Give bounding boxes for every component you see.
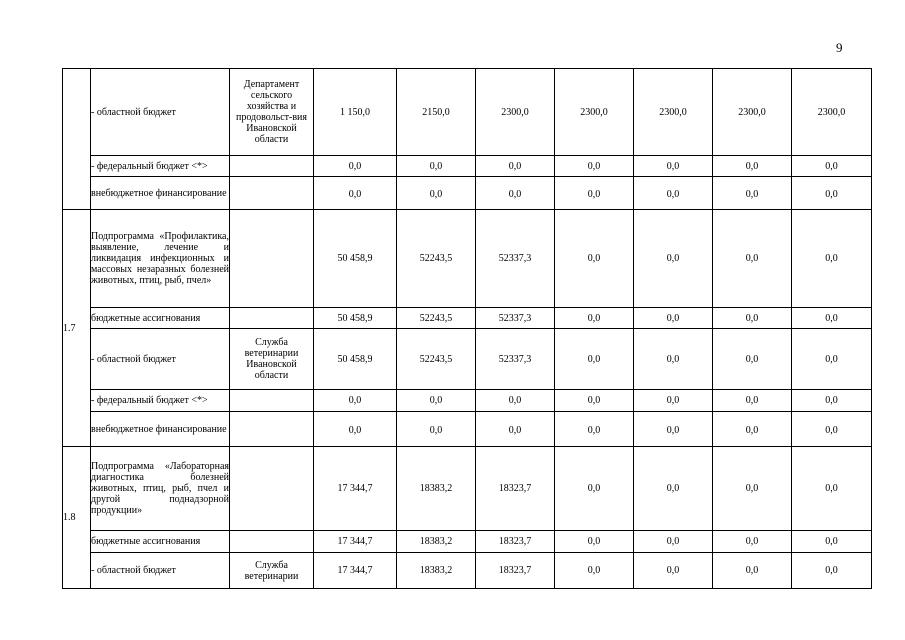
row-executor (230, 447, 314, 531)
value-cell: 0,0 (397, 156, 476, 177)
row-name: Подпрограмма «Профилактика, выявление, лечение и ликвидация инфекционных и массовых незаразных болезней животных, птиц, рыб, пчел» (91, 210, 230, 308)
table-row (63, 531, 872, 553)
value-cell: 0,0 (713, 531, 792, 553)
value-cell: 0,0 (792, 390, 872, 412)
value-cell: 50 458,9 (314, 308, 397, 329)
table-row (63, 308, 872, 329)
value-cell: 0,0 (792, 308, 872, 329)
value-cell: 2300,0 (634, 69, 713, 156)
row-executor: Служба ветеринарии (230, 553, 314, 589)
row-executor (230, 177, 314, 210)
value-cell: 2300,0 (476, 69, 555, 156)
row-name: - областной бюджет (91, 69, 230, 156)
value-cell: 0,0 (314, 156, 397, 177)
row-executor (230, 156, 314, 177)
value-cell: 0,0 (555, 308, 634, 329)
value-cell: 2300,0 (555, 69, 634, 156)
value-cell: 18323,7 (476, 447, 555, 531)
value-cell: 0,0 (314, 177, 397, 210)
value-cell: 2150,0 (397, 69, 476, 156)
value-cell: 0,0 (555, 390, 634, 412)
table-row (63, 412, 872, 447)
table-row (63, 69, 872, 156)
value-cell: 0,0 (555, 210, 634, 308)
value-cell: 0,0 (634, 156, 713, 177)
value-cell: 50 458,9 (314, 329, 397, 390)
value-cell: 0,0 (555, 329, 634, 390)
row-name: внебюджетное финансирование (91, 177, 230, 210)
value-cell: 0,0 (634, 308, 713, 329)
value-cell: 0,0 (792, 329, 872, 390)
value-cell: 50 458,9 (314, 210, 397, 308)
value-cell: 0,0 (792, 412, 872, 447)
value-cell: 18323,7 (476, 531, 555, 553)
page-number: 9 (836, 40, 843, 55)
table-row (63, 156, 872, 177)
value-cell: 0,0 (634, 447, 713, 531)
value-cell: 2300,0 (713, 69, 792, 156)
row-name: бюджетные ассигнования (91, 308, 230, 329)
value-cell: 0,0 (314, 412, 397, 447)
value-cell: 0,0 (713, 308, 792, 329)
value-cell: 0,0 (634, 329, 713, 390)
value-cell: 0,0 (713, 553, 792, 589)
table-row (63, 447, 872, 531)
value-cell: 0,0 (555, 447, 634, 531)
value-cell: 0,0 (713, 177, 792, 210)
value-cell: 0,0 (314, 390, 397, 412)
value-cell: 0,0 (555, 156, 634, 177)
value-cell: 0,0 (792, 553, 872, 589)
row-executor: Служба ветеринарии Ивановской области (230, 329, 314, 390)
value-cell: 18383,2 (397, 447, 476, 531)
value-cell: 0,0 (713, 390, 792, 412)
value-cell: 0,0 (555, 553, 634, 589)
value-cell: 0,0 (555, 531, 634, 553)
value-cell: 0,0 (555, 177, 634, 210)
value-cell: 0,0 (713, 329, 792, 390)
row-executor (230, 412, 314, 447)
table-row (63, 553, 872, 589)
value-cell: 0,0 (476, 156, 555, 177)
value-cell: 0,0 (634, 553, 713, 589)
value-cell: 52337,3 (476, 329, 555, 390)
table-row (63, 390, 872, 412)
value-cell: 0,0 (634, 390, 713, 412)
value-cell: 52243,5 (397, 308, 476, 329)
row-executor (230, 531, 314, 553)
value-cell: 18383,2 (397, 531, 476, 553)
row-executor: Департамент сельского хозяйства и продовольст-вия Ивановской области (230, 69, 314, 156)
row-name: - федеральный бюджет <*> (91, 390, 230, 412)
value-cell: 0,0 (555, 412, 634, 447)
value-cell: 0,0 (713, 447, 792, 531)
value-cell: 2300,0 (792, 69, 872, 156)
value-cell: 17 344,7 (314, 447, 397, 531)
value-cell: 0,0 (634, 177, 713, 210)
value-cell: 0,0 (476, 412, 555, 447)
value-cell: 0,0 (634, 531, 713, 553)
value-cell: 0,0 (713, 412, 792, 447)
row-code (63, 69, 91, 210)
row-name: - областной бюджет (91, 329, 230, 390)
row-name: бюджетные ассигнования (91, 531, 230, 553)
value-cell: 0,0 (792, 210, 872, 308)
value-cell: 0,0 (792, 531, 872, 553)
value-cell: 52337,3 (476, 210, 555, 308)
value-cell: 0,0 (713, 156, 792, 177)
value-cell: 52243,5 (397, 210, 476, 308)
value-cell: 0,0 (713, 210, 792, 308)
value-cell: 17 344,7 (314, 531, 397, 553)
row-executor (230, 390, 314, 412)
row-name: - областной бюджет (91, 553, 230, 589)
row-name: Подпрограмма «Лабораторная диагностика болезней животных, птиц, рыб, пчел и другой поднадзорной продукции» (91, 447, 230, 531)
value-cell: 0,0 (397, 390, 476, 412)
value-cell: 0,0 (792, 447, 872, 531)
value-cell: 0,0 (792, 177, 872, 210)
row-executor (230, 210, 314, 308)
table-row (63, 329, 872, 390)
value-cell: 17 344,7 (314, 553, 397, 589)
row-executor (230, 308, 314, 329)
value-cell: 0,0 (476, 177, 555, 210)
table-row (63, 177, 872, 210)
row-name: внебюджетное финансирование (91, 412, 230, 447)
row-name: - федеральный бюджет <*> (91, 156, 230, 177)
value-cell: 1 150,0 (314, 69, 397, 156)
row-code: 1.8 (63, 447, 91, 589)
value-cell: 0,0 (634, 412, 713, 447)
value-cell: 52337,3 (476, 308, 555, 329)
value-cell: 0,0 (476, 390, 555, 412)
value-cell: 18323,7 (476, 553, 555, 589)
value-cell: 0,0 (397, 177, 476, 210)
value-cell: 0,0 (397, 412, 476, 447)
table-row (63, 210, 872, 308)
budget-table (62, 68, 872, 589)
value-cell: 52243,5 (397, 329, 476, 390)
value-cell: 0,0 (792, 156, 872, 177)
row-code: 1.7 (63, 210, 91, 447)
value-cell: 18383,2 (397, 553, 476, 589)
value-cell: 0,0 (634, 210, 713, 308)
